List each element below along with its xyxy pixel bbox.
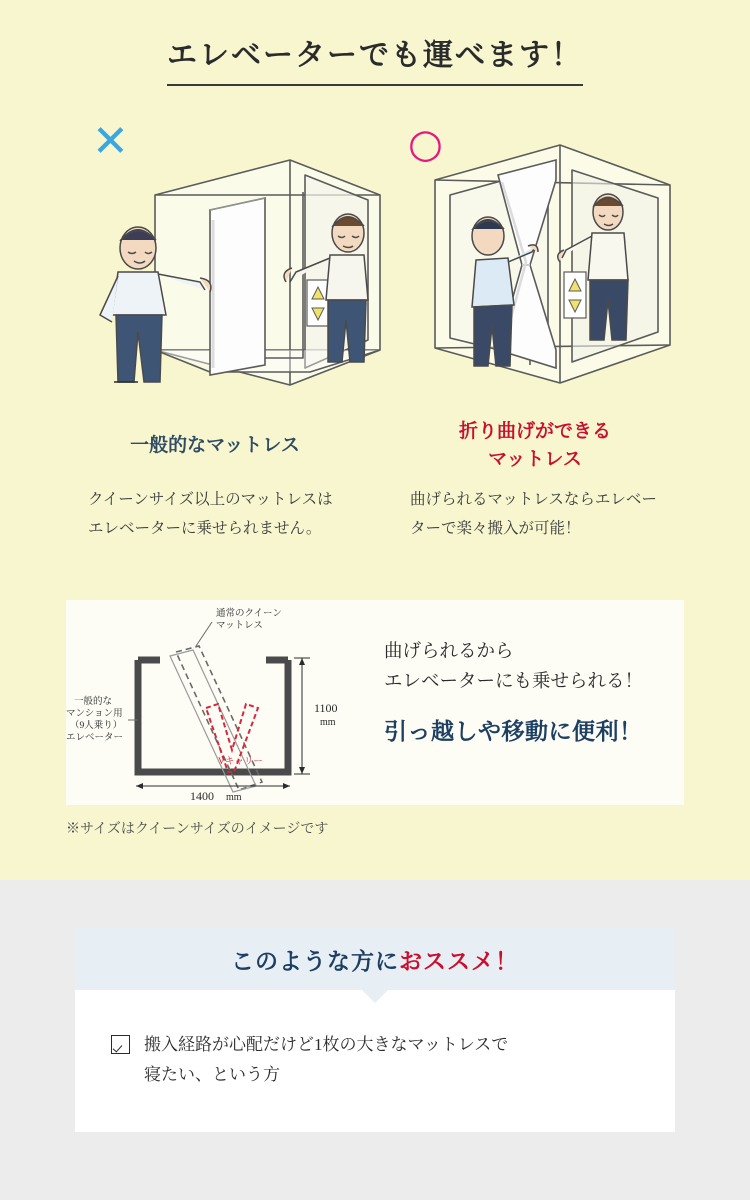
size-note: ※サイズはクイーンサイズのイメージです [66, 822, 329, 837]
diagram-text-line1: 曲げられるから [384, 642, 514, 662]
dimension-height-unit: mm [320, 717, 336, 728]
recommend-header [75, 928, 675, 990]
diagram-text-block [384, 638, 684, 746]
diagram-text-line2: エレベーターにも乗せられる！ [384, 671, 644, 692]
caption-bad: 一般的なマットレス [130, 435, 300, 456]
dimension-width-unit: mm [226, 792, 242, 803]
circle-mark-icon: ○ [408, 121, 443, 167]
size-diagram [66, 600, 386, 805]
size-diagram-panel [66, 600, 684, 805]
dimension-height [294, 658, 310, 774]
cross-mark-icon: ✕ [92, 116, 129, 167]
recommend-list [75, 990, 675, 1090]
illustration-good-case [380, 100, 710, 400]
body-bad: クイーンサイズ以上のマットレスはエレベーターに乗せられません。 [88, 491, 333, 537]
recommend-title-prefix: このような方に [231, 948, 399, 974]
list-item-line2: 寝たい、という方 [144, 1064, 280, 1084]
list-item-line1: 搬入経路が心配だけど1枚の大きなマットレスで [144, 1035, 509, 1054]
recommend-card [75, 928, 675, 1132]
label-vcarry: Vキャリー [218, 757, 263, 767]
label-normal-mattress-line2: マットレス [216, 621, 263, 631]
caption-good-line1: 折り曲げができる [458, 421, 611, 442]
illustration-bad-case [60, 100, 390, 400]
panel-arrows [307, 280, 329, 326]
label-elevator-line1: 一般的な [74, 697, 113, 707]
caption-row [0, 418, 750, 488]
recommend-title [231, 943, 519, 976]
diagram-text-emphasis: 引っ越しや移動に便利！ [384, 719, 643, 745]
page-title-text: エレベーターでも運べます！ [167, 30, 583, 86]
body-good: 曲げられるマットレスならエレベーターで楽々搬入が可能！ [410, 491, 657, 537]
page-title [0, 30, 750, 86]
caption-good-line2: マットレス [488, 448, 582, 470]
label-elevator-line2: マンション用 [66, 709, 123, 719]
recommend-title-accent: おススメ！ [399, 948, 519, 974]
dimension-width-value: 1400 [190, 789, 214, 803]
mattress-slab [210, 198, 265, 375]
panel-arrows [564, 272, 586, 318]
illustration-area [0, 100, 750, 400]
dimension-height-value: 1100 [314, 701, 338, 715]
list-item [144, 1030, 508, 1090]
label-elevator-line4: エレベーター [66, 733, 124, 743]
label-elevator-line3: （9人乗り） [70, 721, 123, 731]
checkmark-icon [111, 1035, 130, 1054]
caption-good [390, 418, 680, 473]
label-normal-mattress-line1: 通常のクイーン [216, 609, 282, 619]
